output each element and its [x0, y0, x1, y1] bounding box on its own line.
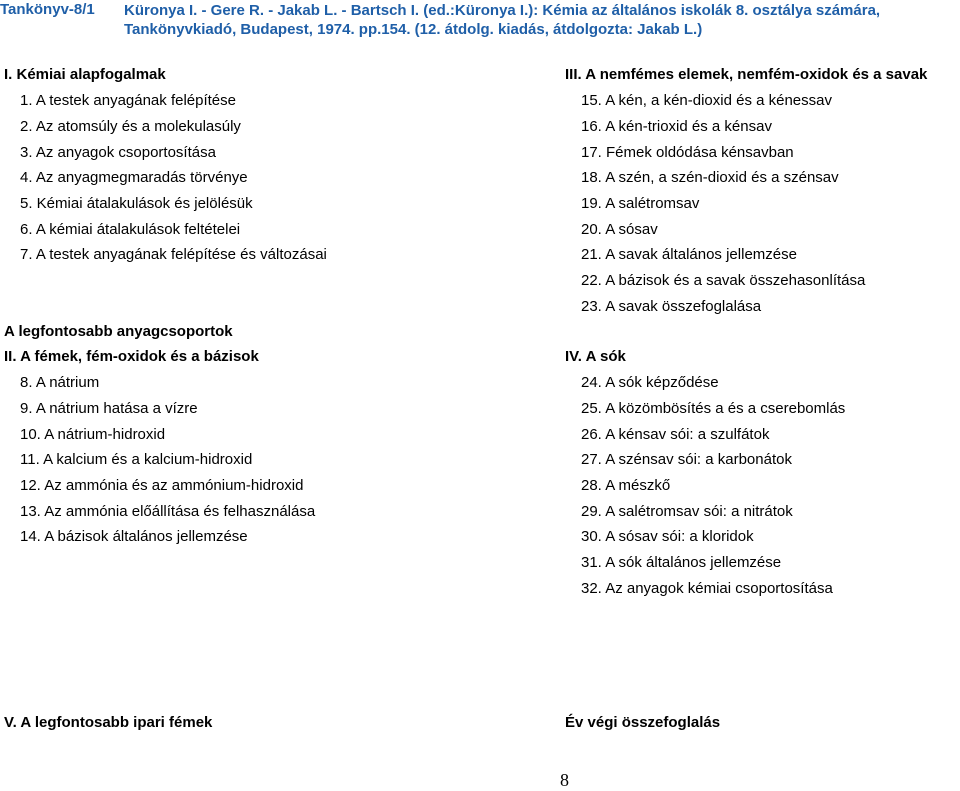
section-heading-2: II. A fémek, fém-oxidok és a bázisok — [4, 348, 259, 365]
toc-item: 23. A savak összefoglalása — [581, 298, 762, 315]
toc-item: 30. A sósav sói: a kloridok — [581, 528, 754, 545]
page-number: 8 — [560, 770, 569, 790]
section-heading-3: III. A nemfémes elemek, nemfém-oxidok és a savak — [565, 66, 928, 83]
toc-item: 4. Az anyagmegmaradás törvénye — [20, 169, 248, 186]
toc-item: 32. Az anyagok kémiai csoportosítása — [581, 580, 833, 597]
section-heading-6: Év végi összefoglalás — [565, 714, 721, 731]
toc-item: 19. A salétromsav — [581, 195, 700, 212]
toc-item: 2. Az atomsúly és a molekulasúly — [20, 118, 241, 135]
citation-line-2: Tankönyvkiadó, Budapest, 1974. pp.154. (12. átdolg. kiadás, átdolgozta: Jakab L.) — [124, 21, 703, 38]
toc-item: 1. A testek anyagának felépítése — [20, 92, 236, 109]
toc-item: 14. A bázisok általános jellemzése — [20, 528, 248, 545]
toc-item: 8. A nátrium — [20, 374, 100, 391]
toc-item: 21. A savak általános jellemzése — [581, 246, 797, 263]
toc-item: 31. A sók általános jellemzése — [581, 554, 782, 571]
toc-item: 10. A nátrium-hidroxid — [20, 426, 166, 443]
book-citation — [124, 1, 960, 39]
toc-item: 18. A szén, a szén-dioxid és a szénsav — [581, 169, 839, 186]
document-tag: Tankönyv-8/1 — [0, 1, 95, 18]
section-heading-4: IV. A sók — [565, 348, 626, 365]
toc-item: 29. A salétromsav sói: a nitrátok — [581, 503, 793, 520]
toc-item: 3. Az anyagok csoportosítása — [20, 144, 216, 161]
toc-item: 25. A közömbösítés a és a cserebomlás — [581, 400, 846, 417]
toc-item: 13. Az ammónia előállítása és felhasználása — [20, 503, 316, 520]
section-heading-5: V. A legfontosabb ipari fémek — [4, 714, 213, 731]
toc-item: 17. Fémek oldódása kénsavban — [581, 144, 794, 161]
toc-item: 26. A kénsav sói: a szulfátok — [581, 426, 770, 443]
toc-item: 22. A bázisok és a savak összehasonlítása — [581, 272, 866, 289]
toc-item: 7. A testek anyagának felépítése és változásai — [20, 246, 327, 263]
toc-item: 28. A mészkő — [581, 477, 671, 494]
toc-item: 15. A kén, a kén-dioxid és a kénessav — [581, 92, 832, 109]
toc-item: 16. A kén-trioxid és a kénsav — [581, 118, 772, 135]
toc-item: 9. A nátrium hatása a vízre — [20, 400, 198, 417]
toc-item: 20. A sósav — [581, 221, 658, 238]
toc-item: 11. A kalcium és a kalcium-hidroxid — [20, 451, 253, 468]
toc-item: 24. A sók képződése — [581, 374, 719, 391]
citation-line-1: Küronya I. - Gere R. - Jakab L. - Bartsch I. (ed.:Küronya I.): Kémia az általános iskolák 8. osztálya számára, — [124, 2, 881, 19]
group-heading: A legfontosabb anyagcsoportok — [4, 323, 233, 340]
toc-item: 6. A kémiai átalakulások feltételei — [20, 221, 241, 238]
section-heading-1: I. Kémiai alapfogalmak — [4, 66, 166, 83]
toc-item: 5. Kémiai átalakulások és jelölésük — [20, 195, 253, 212]
toc-item: 27. A szénsav sói: a karbonátok — [581, 451, 792, 468]
toc-item: 12. Az ammónia és az ammónium-hidroxid — [20, 477, 304, 494]
